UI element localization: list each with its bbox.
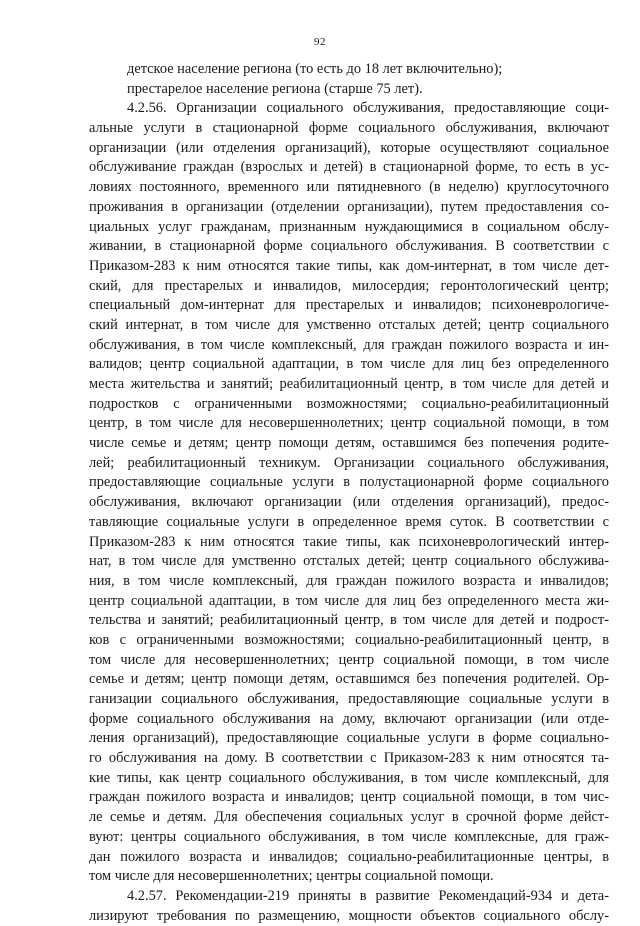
text-line: детское население региона (то есть до 18 лет включительно); <box>127 61 503 77</box>
text-line: организации (или отделения организаций), которые осуществляют социальное <box>89 139 609 156</box>
text-line: обслуживания, в том числе комплексный, для граждан пожилого возраста и ин- <box>89 336 609 353</box>
text-line: Приказом-283 к ним относятся такие типы, как дом-интернат, в том числе дет- <box>89 257 609 274</box>
text-line: престарелое население региона (старше 75 лет). <box>127 80 423 97</box>
text-line: ления организаций), предоставляющие социальные услуги в форме социально- <box>89 730 609 747</box>
text-line: специальный дом-интернат для престарелых и инвалидов; психоневрологиче- <box>89 297 609 314</box>
text-line: предоставляющие социальные услуги в полустационарной форме социального <box>89 474 609 491</box>
text-line: Приказом-283 к ним относятся такие типы, как психоневрологический интер- <box>89 533 609 550</box>
text-line: места жительства и занятий; реабилитационный центр, в том числе для детей и <box>89 376 609 392</box>
text-line: форме социального обслуживания на дому, включают организации (или отде- <box>89 710 609 727</box>
text-line: ский интернат, в том числе для умственно отсталых детей; центр социального <box>89 316 609 333</box>
text-line: обслуживания, включают организации (или отделения организаций), предос- <box>89 494 609 511</box>
text-line: граждан пожилого возраста и инвалидов; центр социальной помощи, в том чис- <box>89 789 609 806</box>
text-line: циальных услуг гражданам, признанным нуждающимися в социальном обслу- <box>89 218 609 235</box>
text-line: ния, в том числе комплексный, для граждан пожилого возраста и инвалидов; <box>89 572 609 589</box>
text-line: подростков с ограниченными возможностями; социально-реабилитационный <box>89 395 609 412</box>
page-number: 92 <box>314 36 326 48</box>
text-line: проживания в организации (отделении организации), путем предоставления со- <box>89 198 609 215</box>
text-line: альные услуги в стационарной форме социального обслуживания, включают <box>89 120 609 137</box>
text-line: дан пожилого возраста и инвалидов; социально-реабилитационные центры, в <box>89 848 609 865</box>
text-line: обслуживание граждан (взрослых и детей) в стационарной форме, то есть в ус- <box>89 159 609 176</box>
text-line: ловиях постоянного, временного или пятидневного (в неделю) круглосуточного <box>89 179 609 196</box>
text-line: ков с ограниченными возможностями; социально-реабилитационный центр, в <box>89 631 609 648</box>
text-line: кие типы, как центр социального обслуживания, в том числе комплексный, для <box>89 769 609 786</box>
text-line: лизируют требования по размещению, мощности объектов социального обслу- <box>89 907 609 924</box>
text-line: семье и детям; центр помощи детям, оставшимся без попечения родителей. Ор- <box>89 671 609 688</box>
text-line: ский, для престарелых и инвалидов, милосердия; геронтологический центр; <box>89 277 609 294</box>
text-line: ганизации социального обслуживания, предоставляющие социальные услуги в <box>89 691 609 707</box>
text-line: нат, в том числе для умственно отсталых детей; центр социального обслужива- <box>89 553 609 570</box>
text-line: живании, в стационарной форме социального обслуживания. В соответствии с <box>89 238 609 255</box>
text-line: валидов; центр социальной адаптации, в том числе для лиц без определенного <box>89 356 609 373</box>
text-line: центр социальной адаптации, в том числе для лиц без определенного места жи- <box>89 592 609 609</box>
text-line: 4.2.57. Рекомендации-219 приняты в развитие Рекомендаций-934 и дета- <box>127 887 609 904</box>
text-line: вуют: центры социального обслуживания, в том числе комплексные, для граж- <box>89 828 609 845</box>
text-line: лей; реабилитационный техникум. Организации социального обслуживания, <box>89 454 609 471</box>
text-line: тавляющие социальные услуги в определенное время суток. В соответствии с <box>89 513 609 530</box>
text-line: центр, в том числе для несовершеннолетних; центр социальной помощи, в том <box>89 415 609 432</box>
text-line: 4.2.56. Организации социального обслуживания, предоставляющие соци- <box>127 100 609 117</box>
text-line: том числе для несовершеннолетних; центр социальной помощи, в том числе <box>89 651 609 668</box>
text-line: го обслуживания на дому. В соответствии с Приказом-283 к ним относятся та- <box>89 750 609 767</box>
text-line: ле семье и детям. Для обеспечения социальных услуг в срочной форме дейст- <box>89 809 609 826</box>
text-line: тельства и занятий; реабилитационный центр, в том числе для детей и подрост- <box>89 612 609 629</box>
text-line: том числе для несовершеннолетних; центры социальной помощи. <box>89 868 494 885</box>
text-line: числе семье и детям; центр помощи детям, оставшимся без попечения родите- <box>89 435 609 452</box>
document-body <box>89 60 609 926</box>
